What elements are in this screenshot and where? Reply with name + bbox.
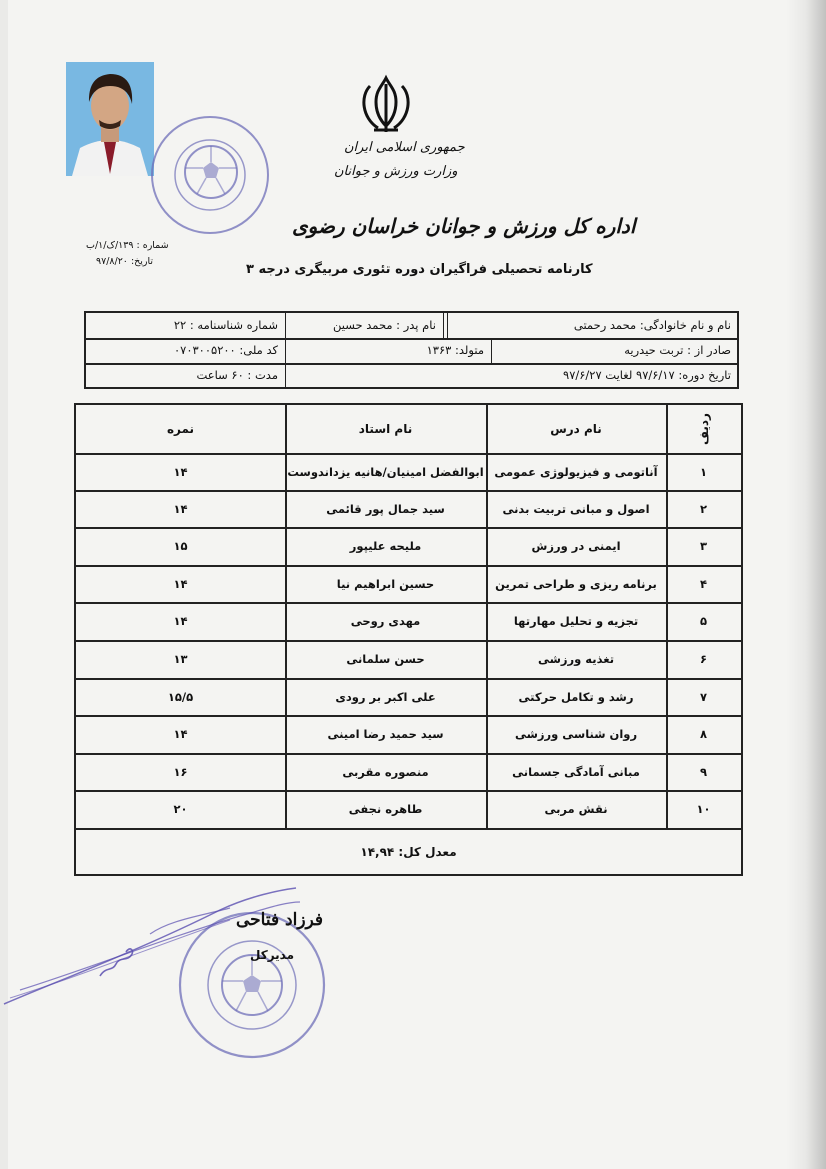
teacher-name: ابوالفضل امینیان/هانیه یزداندوست [287,464,484,479]
course-duration: مدت : ۶۰ ساعت [196,368,278,382]
teacher-name: سید حمید رضا امینی [327,727,444,741]
header-row-number: ردیف [696,413,711,445]
ministry-title: وزارت ورزش و جوانان [334,164,458,179]
row-number: ۳ [699,539,708,553]
issued-place: صادر از : تربت حیدریه [624,343,731,357]
iran-emblem-icon [356,74,416,136]
grades-table [74,403,743,876]
grade-value: ۱۵/۵ [167,689,194,704]
course-name: نقش مربی [544,802,608,816]
birth-year: متولد: ۱۳۶۳ [426,343,484,357]
course-name: تجزیه و تحلیل مهارتها [513,614,639,628]
course-name: آناتومی و فیزیولوژی عمومی [494,464,658,479]
teacher-name: حسین ابراهیم نیا [336,576,435,591]
father-name: نام پدر : محمد حسین [333,318,436,332]
student-photo [66,62,154,176]
row-number: ۱۰ [696,802,711,816]
teacher-name: ملیحه علیپور [349,539,422,553]
reference-number: شماره : ۱۳۹/ک/۱/ب [86,240,169,251]
official-stamp-top [145,110,275,240]
signatory-name: فرزاد فتاحی [236,910,324,930]
row-number: ۲ [699,501,708,516]
republic-title: جمهوری اسلامی ایران [344,140,465,155]
course-name: روان شناسی ورزشی [514,727,638,741]
row-number: ۴ [699,576,708,591]
document-subtitle: کارنامه تحصیلی فراگیران دوره تئوری مربیگری درجه ۳ [246,262,593,277]
teacher-name: منصوره مقربی [342,764,429,779]
overall-average: معدل کل: ۱۴,۹۴ [360,845,457,859]
course-name: برنامه ریزی و طراحی تمرین [495,576,657,591]
course-name: مبانی آمادگی جسمانی [512,764,640,779]
header-course: نام درس [550,422,602,436]
teacher-name: سید جمال پور قائمی [326,501,445,516]
row-number: ۹ [699,764,708,779]
teacher-name: حسن سلمانی [346,652,425,666]
grade-value: ۱۵ [173,539,188,553]
grade-value: ۱۴ [173,501,188,516]
grade-value: ۱۴ [173,576,188,591]
row-number: ۷ [699,689,708,704]
department-title: اداره کل ورزش و جوانان خراسان رضوی [292,214,636,238]
course-name: رشد و تکامل حرکتی [518,689,634,704]
reference-date: تاریخ: ۹۷/۸/۲۰ [96,256,154,267]
grade-value: ۱۶ [173,764,188,779]
course-period: تاریخ دوره: ۹۷/۶/۱۷ لغایت ۹۷/۶/۲۷ [563,368,731,382]
teacher-name: علی اکبر بر رودی [335,689,436,704]
grade-value: ۱۳ [173,652,188,666]
grade-value: ۱۴ [173,464,188,479]
course-name: ایمنی در ورزش [531,539,621,553]
grade-value: ۲۰ [173,802,188,816]
scan-right-shadow [786,0,826,1169]
course-name: اصول و مبانی تربیت بدنی [502,501,650,516]
national-code: کد ملی: ۰۷۰۳۰۰۵۲۰۰ [173,343,278,357]
row-number: ۱ [699,464,708,479]
course-name: تغذیه ورزشی [537,652,615,666]
student-name: نام و نام خانوادگی: محمد رحمتی [573,318,731,332]
header-grade: نمره [166,422,195,436]
row-number: ۶ [699,652,708,666]
teacher-name: مهدی روحی [350,614,421,628]
grade-value: ۱۴ [173,614,188,628]
grade-value: ۱۴ [173,727,188,741]
row-number: ۸ [699,727,708,741]
signatory-title: مدیرکل [250,948,295,962]
id-number: شماره شناسنامه : ۲۲ [173,318,278,332]
row-number: ۵ [699,614,708,628]
teacher-name: طاهره نجفی [348,802,423,816]
header-teacher: نام استاد [358,422,413,436]
personal-info-table [84,311,739,389]
